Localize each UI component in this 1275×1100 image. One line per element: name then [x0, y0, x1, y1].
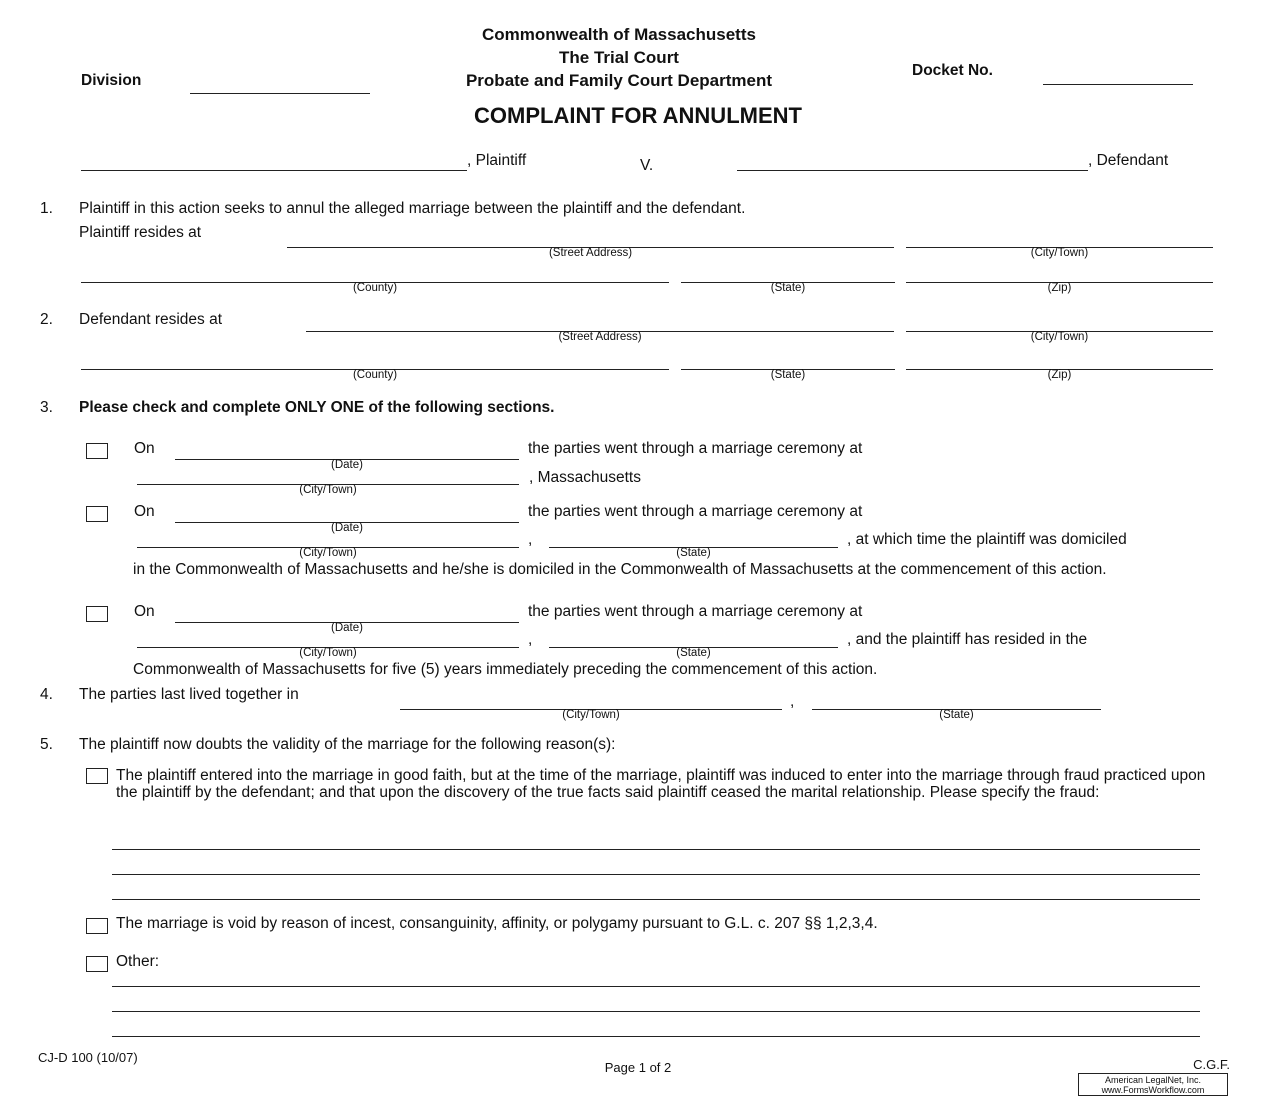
other-line-2[interactable]: [112, 1011, 1200, 1012]
option-c-city-caption: (City/Town): [299, 647, 357, 659]
item3-instruction: Please check and complete ONLY ONE of the following sections.: [79, 399, 555, 416]
option-c-ceremony-text: the parties went through a marriage ceremony at: [528, 603, 863, 620]
plaintiff-name-field[interactable]: [81, 170, 467, 171]
defendant-label: , Defendant: [1088, 152, 1169, 169]
option-c-resided-text: , and the plaintiff has resided in the: [847, 631, 1088, 648]
option-b-comma: ,: [528, 531, 533, 548]
option-a-checkbox[interactable]: [86, 443, 108, 459]
plaintiff-city-caption: (City/Town): [1030, 247, 1089, 259]
option-b-date-caption: (Date): [331, 522, 363, 534]
plaintiff-label: , Plaintiff: [467, 152, 527, 169]
option-c-state-caption: (State): [676, 647, 711, 659]
other-line-1[interactable]: [112, 986, 1200, 987]
docket-label: Docket No.: [912, 62, 993, 79]
option-a-massachusetts: , Massachusetts: [529, 469, 641, 486]
other-checkbox[interactable]: [86, 956, 108, 972]
fraud-line-2[interactable]: [112, 874, 1200, 875]
option-a-ceremony-text: the parties went through a marriage ceremony at: [528, 440, 863, 457]
form-id: CJ-D 100 (10/07): [38, 1050, 138, 1065]
option-c-checkbox[interactable]: [86, 606, 108, 622]
defendant-name-field[interactable]: [737, 170, 1088, 171]
cgf-mark: C.G.F.: [1193, 1057, 1230, 1072]
header-trial-court: The Trial Court: [559, 48, 679, 67]
option-a-city-caption: (City/Town): [299, 484, 357, 496]
fraud-text: The plaintiff entered into the marriage in good faith, but at the time of the marriage, plaintiff was induced to enter into the marriage through fraud practiced upon the plaintiff by the defendant; and that upon the discovery of the true facts said plaintiff ceased the marital relationship. Please specify the fraud:: [116, 767, 1206, 801]
versus-label: V.: [640, 157, 654, 174]
division-field[interactable]: [190, 93, 370, 94]
plaintiff-zip-caption: (Zip): [1047, 282, 1072, 294]
option-a-date-caption: (Date): [331, 459, 363, 471]
stamp-line-1: American LegalNet, Inc.: [1104, 1075, 1202, 1085]
page-number: Page 1 of 2: [604, 1060, 672, 1075]
fraud-line-1[interactable]: [112, 849, 1200, 850]
option-b-ceremony-text: the parties went through a marriage ceremony at: [528, 503, 863, 520]
option-b-domiciled-rest: in the Commonwealth of Massachusetts and he/she is domiciled in the Commonwealth of Massachusetts at the commencement of this action.: [133, 561, 1107, 578]
other-label: Other:: [116, 953, 160, 970]
last-lived-city-caption: (City/Town): [562, 709, 620, 721]
item3-number: 3.: [40, 399, 53, 416]
void-checkbox[interactable]: [86, 918, 108, 934]
defendant-zip-caption: (Zip): [1047, 369, 1072, 381]
header-commonwealth: Commonwealth of Massachusetts: [482, 25, 756, 44]
option-b-state-caption: (State): [676, 547, 711, 559]
item5-number: 5.: [40, 736, 53, 753]
plaintiff-state-caption: (State): [770, 282, 806, 294]
page-title: COMPLAINT FOR ANNULMENT: [474, 103, 802, 128]
item4-comma: ,: [790, 693, 795, 710]
item4-number: 4.: [40, 686, 53, 703]
defendant-county-caption: (County): [352, 369, 398, 381]
item2-number: 2.: [40, 311, 53, 328]
docket-field[interactable]: [1043, 84, 1193, 85]
defendant-state-caption: (State): [770, 369, 806, 381]
plaintiff-street-caption: (Street Address): [548, 247, 633, 259]
header-department: Probate and Family Court Department: [465, 71, 773, 90]
plaintiff-resides-label: Plaintiff resides at: [79, 224, 202, 241]
item5-text: The plaintiff now doubts the validity of the marriage for the following reason(s):: [79, 736, 616, 753]
last-lived-state-caption: (State): [939, 709, 974, 721]
option-b-on-label: On: [134, 503, 155, 520]
stamp-line-2: www.FormsWorkflow.com: [1101, 1085, 1205, 1095]
option-c-comma: ,: [528, 631, 533, 648]
fraud-checkbox[interactable]: [86, 768, 108, 784]
defendant-resides-label: Defendant resides at: [79, 311, 223, 328]
fraud-line-3[interactable]: [112, 899, 1200, 900]
item1-number: 1.: [40, 200, 53, 217]
option-c-on-label: On: [134, 603, 155, 620]
plaintiff-county-caption: (County): [352, 282, 398, 294]
legalnet-stamp: [1078, 1073, 1228, 1096]
option-c-resided-rest: Commonwealth of Massachusetts for five (5) years immediately preceding the commencement of this action.: [133, 661, 878, 678]
option-b-checkbox[interactable]: [86, 506, 108, 522]
item4-text: The parties last lived together in: [79, 686, 299, 703]
option-b-domiciled-text: , at which time the plaintiff was domiciled: [847, 531, 1127, 548]
void-text: The marriage is void by reason of incest, consanguinity, affinity, or polygamy pursuant to G.L. c. 207 §§ 1,2,3,4.: [116, 915, 878, 932]
other-line-3[interactable]: [112, 1036, 1200, 1037]
defendant-city-caption: (City/Town): [1030, 331, 1089, 343]
division-label: Division: [81, 72, 142, 89]
item1-text: Plaintiff in this action seeks to annul the alleged marriage between the plaintiff and the defendant.: [79, 200, 746, 217]
option-c-date-caption: (Date): [331, 622, 363, 634]
option-b-city-caption: (City/Town): [299, 547, 357, 559]
defendant-street-caption: (Street Address): [558, 331, 642, 343]
option-a-on-label: On: [134, 440, 155, 457]
